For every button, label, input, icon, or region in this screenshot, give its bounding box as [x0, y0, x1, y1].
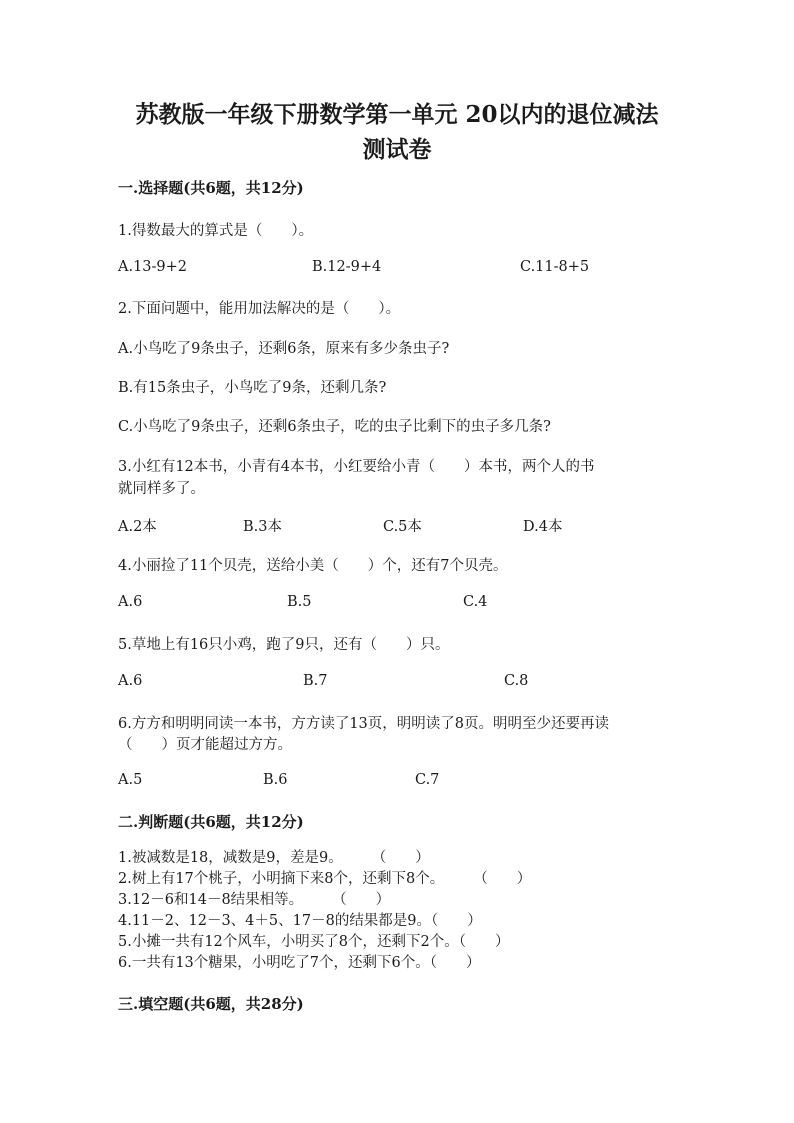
- q6-option-c: C.7: [415, 772, 440, 788]
- section-heading-choice: 一.选择题(共6题，共12分): [118, 179, 304, 197]
- question-2: 2.下面问题中，能用加法解决的是（ ）。: [118, 301, 401, 317]
- q2-option-c: C.小鸟吃了9条虫子，还剩6条虫子，吃的虫子比剩下的虫子多几条?: [118, 419, 551, 435]
- q3-option-a: A.2本: [118, 519, 157, 535]
- section-heading-judgement: 二.判断题(共6题，共12分): [118, 813, 304, 831]
- judge-item-3: 3.12－6和14－8结果相等。 （ ）: [118, 892, 391, 908]
- judge-item-5: 5.小摊一共有12个风车，小明买了8个，还剩下2个。（ ）: [118, 934, 510, 950]
- question-1: 1.得数最大的算式是（ ）。: [118, 223, 314, 239]
- section-heading-fill-blank: 三.填空题(共6题，共28分): [118, 995, 304, 1013]
- q6-option-b: B.6: [263, 772, 288, 788]
- judge-item-2: 2.树上有17个桃子，小明摘下来8个，还剩下8个。 （ ）: [118, 871, 532, 887]
- q5-option-b: B.7: [303, 673, 328, 689]
- judge-item-1: 1.被减数是18，减数是9，差是9。 （ ）: [118, 850, 430, 866]
- question-3-line2: 就同样多了。: [118, 481, 205, 497]
- q1-option-c: C.11-8+5: [520, 259, 590, 275]
- q4-option-c: C.4: [463, 594, 488, 610]
- q6-option-a: A.5: [118, 772, 143, 788]
- q4-option-b: B.5: [287, 594, 312, 610]
- q2-option-a: A.小鸟吃了9条虫子，还剩6条，原来有多少条虫子?: [118, 341, 450, 357]
- question-6-line2: （ ）页才能超过方方。: [118, 737, 292, 753]
- page-title-line1: 苏教版一年级下册数学第一单元 20以内的退位减法: [135, 101, 659, 128]
- judge-item-4: 4.11－2、12－3、4＋5、17－8的结果都是9。（ ）: [118, 913, 482, 929]
- question-5: 5.草地上有16只小鸡，跑了9只，还有（ ）只。: [118, 637, 450, 653]
- q3-option-d: D.4本: [523, 519, 563, 535]
- judge-item-6: 6.一共有13个糖果，小明吃了7个，还剩下6个。（ ）: [118, 955, 481, 971]
- q3-option-b: B.3本: [243, 519, 282, 535]
- question-3-line1: 3.小红有12本书，小青有4本书，小红要给小青（ ）本书，两个人的书: [118, 459, 595, 475]
- q1-option-a: A.13-9+2: [118, 259, 188, 275]
- page-title-line2: 测试卷: [362, 136, 432, 163]
- question-4: 4.小丽捡了11个贝壳，送给小美（ ）个，还有7个贝壳。: [118, 558, 508, 574]
- question-6-line1: 6.方方和明明同读一本书，方方读了13页，明明读了8页。明明至少还要再读: [118, 716, 610, 732]
- q5-option-c: C.8: [504, 673, 529, 689]
- q2-option-b: B.有15条虫子，小鸟吃了9条，还剩几条?: [118, 380, 387, 396]
- q4-option-a: A.6: [118, 594, 143, 610]
- q5-option-a: A.6: [118, 673, 143, 689]
- q3-option-c: C.5本: [383, 519, 422, 535]
- q1-option-b: B.12-9+4: [312, 259, 382, 275]
